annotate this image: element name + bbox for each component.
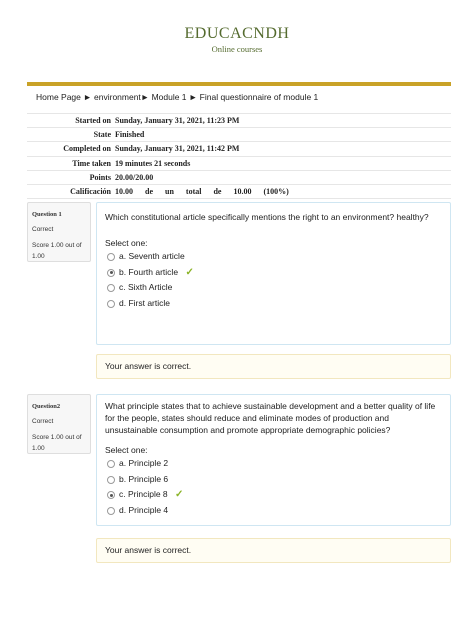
question-status: Correct	[32, 226, 54, 233]
radio-icon[interactable]	[107, 460, 115, 468]
option-label: c. Sixth Article	[119, 282, 173, 292]
question-1-content	[96, 202, 451, 345]
question-2-info	[27, 394, 91, 454]
select-one-label: Select one:	[105, 238, 148, 248]
summary-row-state	[27, 128, 451, 142]
summary-row-time	[27, 156, 451, 170]
radio-icon[interactable]	[107, 269, 115, 277]
question-number: Question 1	[32, 211, 62, 218]
radio-icon[interactable]	[107, 300, 115, 308]
radio-icon[interactable]	[107, 507, 115, 515]
summary-row-points	[27, 170, 451, 184]
radio-icon[interactable]	[107, 284, 115, 292]
summary-label: State	[27, 128, 113, 142]
question-text: What principle states that to achieve sustainable development and a better quality of life for the people, states should reduce and eliminate modes of production and unsustainable consumption and promote appropriate demographic policies?	[105, 401, 436, 435]
radio-icon[interactable]	[107, 476, 115, 484]
option-label: d. Principle 4	[119, 504, 169, 515]
site-subtitle: Online courses	[211, 44, 263, 54]
answer-option[interactable]	[105, 296, 442, 312]
summary-row-started	[27, 114, 451, 128]
summary-value: Sunday, January 31, 2021, 11:23 PM	[113, 114, 451, 128]
breadcrumb[interactable]: Home Page ► environment► Module 1 ► Final questionnaire of module 1	[36, 92, 319, 102]
radio-icon[interactable]	[107, 491, 115, 499]
header-divider	[27, 82, 451, 86]
summary-row-grade	[27, 184, 451, 198]
option-label: b. Principle 6	[119, 473, 169, 484]
summary-value: 20.00/20.00	[113, 170, 451, 184]
question-2-content	[96, 394, 451, 526]
grade-word: de	[145, 187, 153, 197]
question-score: Score 1.00 out of 1.00	[32, 242, 82, 260]
answer-option[interactable]	[105, 265, 442, 281]
question-1-feedback: Your answer is correct.	[96, 354, 451, 379]
summary-value	[113, 184, 451, 198]
question-number: Question2	[32, 403, 61, 410]
answer-option[interactable]	[105, 456, 442, 472]
check-icon: ✓	[185, 266, 194, 278]
option-label: b. Fourth article	[119, 266, 179, 277]
question-text: Which constitutional article specifically mentions the right to an environment? healthy?	[105, 212, 429, 222]
grade-word: de	[213, 187, 222, 197]
option-label: d. First article	[119, 297, 171, 308]
option-label: a. Principle 2	[119, 458, 169, 468]
summary-row-completed	[27, 142, 451, 156]
summary-label: Calificación	[27, 184, 113, 198]
summary-value: Finished	[113, 128, 451, 142]
summary-value: 19 minutes 21 seconds	[113, 156, 451, 170]
summary-label: Points	[27, 170, 113, 184]
option-label: a. Seventh article	[119, 251, 185, 261]
question-2-feedback: Your answer is correct.	[96, 538, 451, 563]
answer-option[interactable]	[105, 503, 442, 519]
answer-option[interactable]	[105, 280, 442, 296]
grade-word: 10.00	[233, 187, 252, 197]
radio-icon[interactable]	[107, 253, 115, 261]
option-label: c. Principle 8	[119, 489, 168, 499]
grade-word: un	[165, 187, 174, 197]
summary-value: Sunday, January 31, 2021, 11:42 PM	[113, 142, 451, 156]
question-score: Score 1.00 out of 1.00	[32, 434, 82, 452]
check-icon: ✓	[175, 489, 184, 500]
summary-label: Completed on	[27, 142, 113, 156]
grade-word: 10.00	[115, 187, 133, 197]
answer-option[interactable]	[105, 487, 442, 503]
attempt-summary	[27, 113, 451, 199]
grade-word: (100%)	[263, 187, 289, 197]
grade-word: total	[185, 187, 202, 197]
question-status: Correct	[32, 418, 54, 425]
select-one-label: Select one:	[105, 445, 148, 455]
site-title[interactable]: EDUCACNDH	[184, 25, 290, 42]
question-1-info	[27, 202, 91, 262]
summary-label: Started on	[27, 114, 113, 128]
answer-option[interactable]	[105, 472, 442, 488]
answer-option[interactable]	[105, 249, 442, 265]
summary-label: Time taken	[27, 156, 113, 170]
